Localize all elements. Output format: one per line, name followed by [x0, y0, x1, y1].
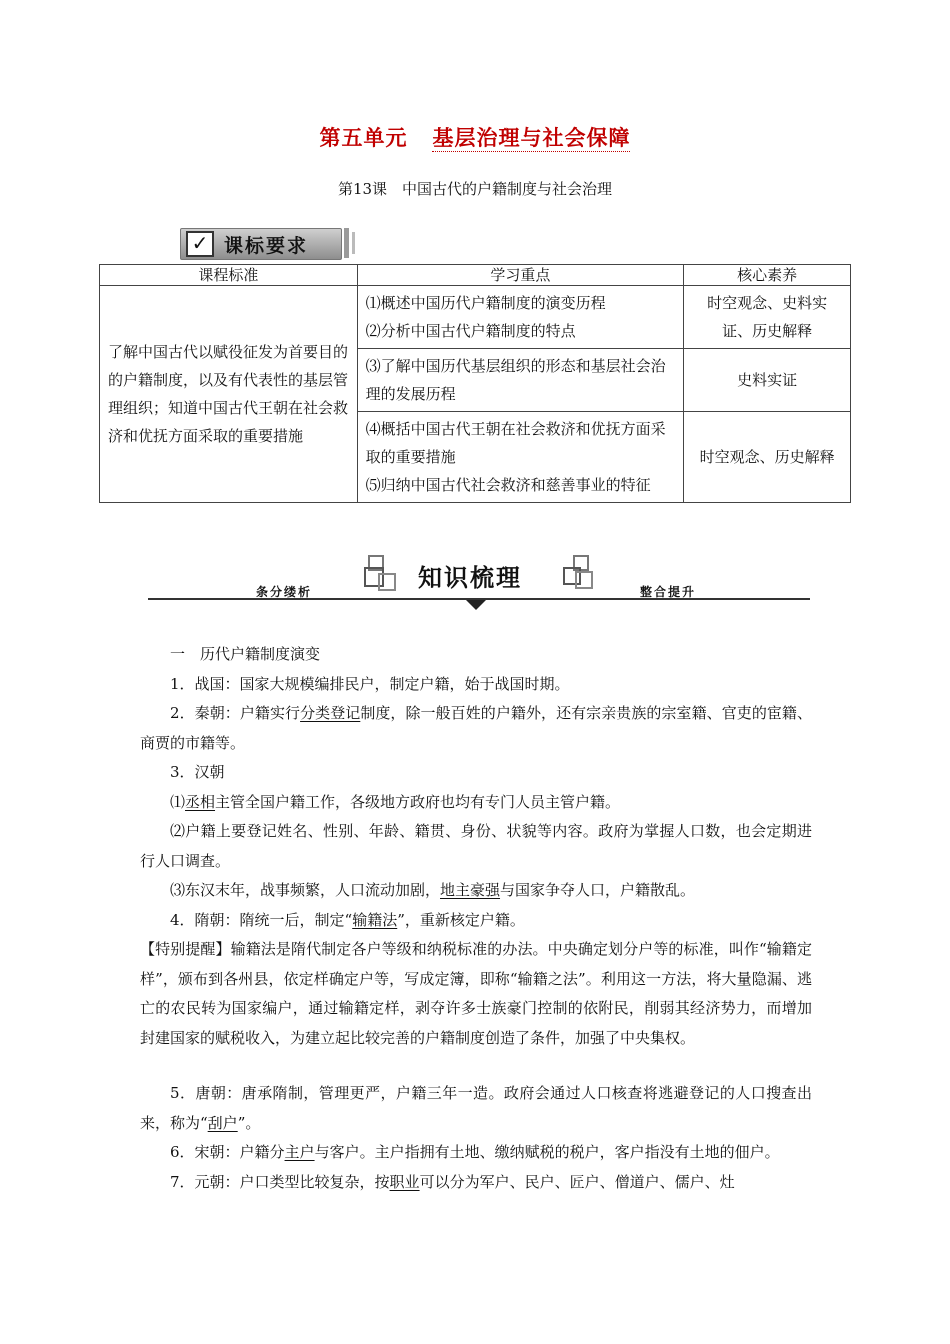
paragraph: 6．宋朝：户籍分主户与客户。主户指拥有土地、缴纳赋税的税户，客户指没有土地的佃户。 — [170, 1143, 780, 1161]
paragraph: 5．唐朝：唐承隋制，管理更严，户籍三年一造。政府会通过人口核查将逃避登记的人口搜查出来，称为“刮户”。 — [140, 1084, 812, 1132]
unit-number: 第五单元 — [319, 126, 408, 150]
section-heading: 一 历代户籍制度演变 — [170, 645, 321, 663]
table-header-row — [100, 265, 851, 286]
focus-cell — [357, 412, 684, 503]
underlined-term: 丞相 — [185, 792, 216, 811]
underlined-term: 刮户 — [207, 1113, 238, 1132]
requirements-banner — [180, 226, 355, 260]
focus-cell — [357, 286, 684, 349]
knowledge-banner — [148, 550, 810, 612]
squares-decoration-icon — [363, 554, 399, 594]
underlined-term: 职业 — [389, 1172, 420, 1191]
table-row — [100, 286, 851, 349]
paragraph: 3．汉朝 — [170, 763, 225, 781]
paragraph: 2．秦朝：户籍实行分类登记制度，除一般百姓的户籍外，还有宗亲贵族的宗室籍、官吏的宦籍、商贾的市籍等。 — [140, 704, 812, 752]
paragraph: ⑵户籍上要登记姓名、性别、年龄、籍贯、身份、状貌等内容。政府为掌握人口数，也会定期进行人口调查。 — [140, 822, 812, 870]
underlined-term: 输籍法 — [352, 910, 398, 929]
special-note: 【特别提醒】输籍法是隋代制定各户等级和纳税标准的办法。中央确定划分户等的标准，叫作“输籍定样”，颁布到各州县，依定样确定户等，写成定簿，即称“输籍之法”。利用这一方法，将大量隐漏、逃亡的农民转为国家编户，通过输籍定样，剥夺许多士族豪门控制的依附民，削弱其经济势力，而增加封建国家的赋税收入，为建立起比较完善的户籍制度创造了条件，加强了中央集权。 — [140, 940, 812, 1047]
requirements-label: 课标要求 — [224, 235, 309, 257]
focus-item: ⑴概述中国历代户籍制度的演变历程 — [365, 294, 606, 312]
underlined-term: 主户 — [284, 1143, 315, 1161]
banner-left-caption: 条分缕析 — [256, 585, 313, 599]
header-focus: 学习重点 — [357, 265, 684, 286]
triangle-down-icon — [466, 600, 486, 610]
focus-item: ⑷概括中国古代王朝在社会救济和优抚方面采取的重要措施 — [365, 420, 666, 466]
requirements-table — [99, 264, 851, 503]
focus-item: ⑵分析中国古代户籍制度的特点 — [365, 322, 576, 340]
course-standard-cell: 了解中国古代以赋役征发为首要目的的户籍制度，以及有代表性的基层管理组织；知道中国古代王朝在社会救济和优抚方面采取的重要措施 — [100, 286, 358, 503]
paragraph: 7．元朝：户口类型比较复杂，按职业可以分为军户、民户、匠户、僧道户、儒户、灶 — [170, 1172, 735, 1191]
body-content — [140, 640, 812, 1197]
header-literacy: 核心素养 — [684, 265, 851, 286]
literacy-cell: 时空观念、历史解释 — [684, 412, 851, 503]
paragraph: 4．隋朝：隋统一后，制定“输籍法”，重新核定户籍。 — [170, 910, 525, 929]
banner-right-caption: 整合提升 — [640, 585, 697, 599]
underlined-term: 分类登记 — [300, 704, 361, 722]
focus-item: ⑸归纳中国古代社会救济和慈善事业的特征 — [365, 476, 651, 494]
focus-item: ⑶了解中国历代基层组织的形态和基层社会治理的发展历程 — [365, 357, 666, 403]
literacy-cell: 时空观念、史料实证、历史解释 — [684, 286, 851, 349]
literacy-cell: 史料实证 — [684, 349, 851, 412]
note-label: 【特别提醒】 — [140, 940, 231, 958]
paragraph: 1．战国：国家大规模编排民户，制定户籍，始于战国时期。 — [170, 674, 570, 693]
banner-stripe — [352, 232, 355, 254]
unit-title — [0, 122, 950, 152]
header-standard: 课程标准 — [100, 265, 358, 286]
paragraph: ⑶东汉末年，战事频繁，人口流动加剧，地主豪强与国家争夺人口，户籍散乱。 — [170, 881, 696, 899]
lesson-title: 第13课 中国古代的户籍制度与社会治理 — [337, 180, 613, 198]
unit-subtitle: 基层治理与社会保障 — [432, 126, 631, 150]
underlined-term: 地主豪强 — [440, 881, 501, 899]
squares-decoration-icon — [560, 554, 596, 594]
banner-stripe — [344, 228, 349, 258]
paragraph: ⑴丞相主管全国户籍工作，各级地方政府也均有专门人员主管户籍。 — [170, 792, 621, 811]
focus-cell — [357, 349, 684, 412]
knowledge-title: 知识梳理 — [418, 564, 522, 592]
checkbox-icon: ✓ — [186, 231, 214, 257]
